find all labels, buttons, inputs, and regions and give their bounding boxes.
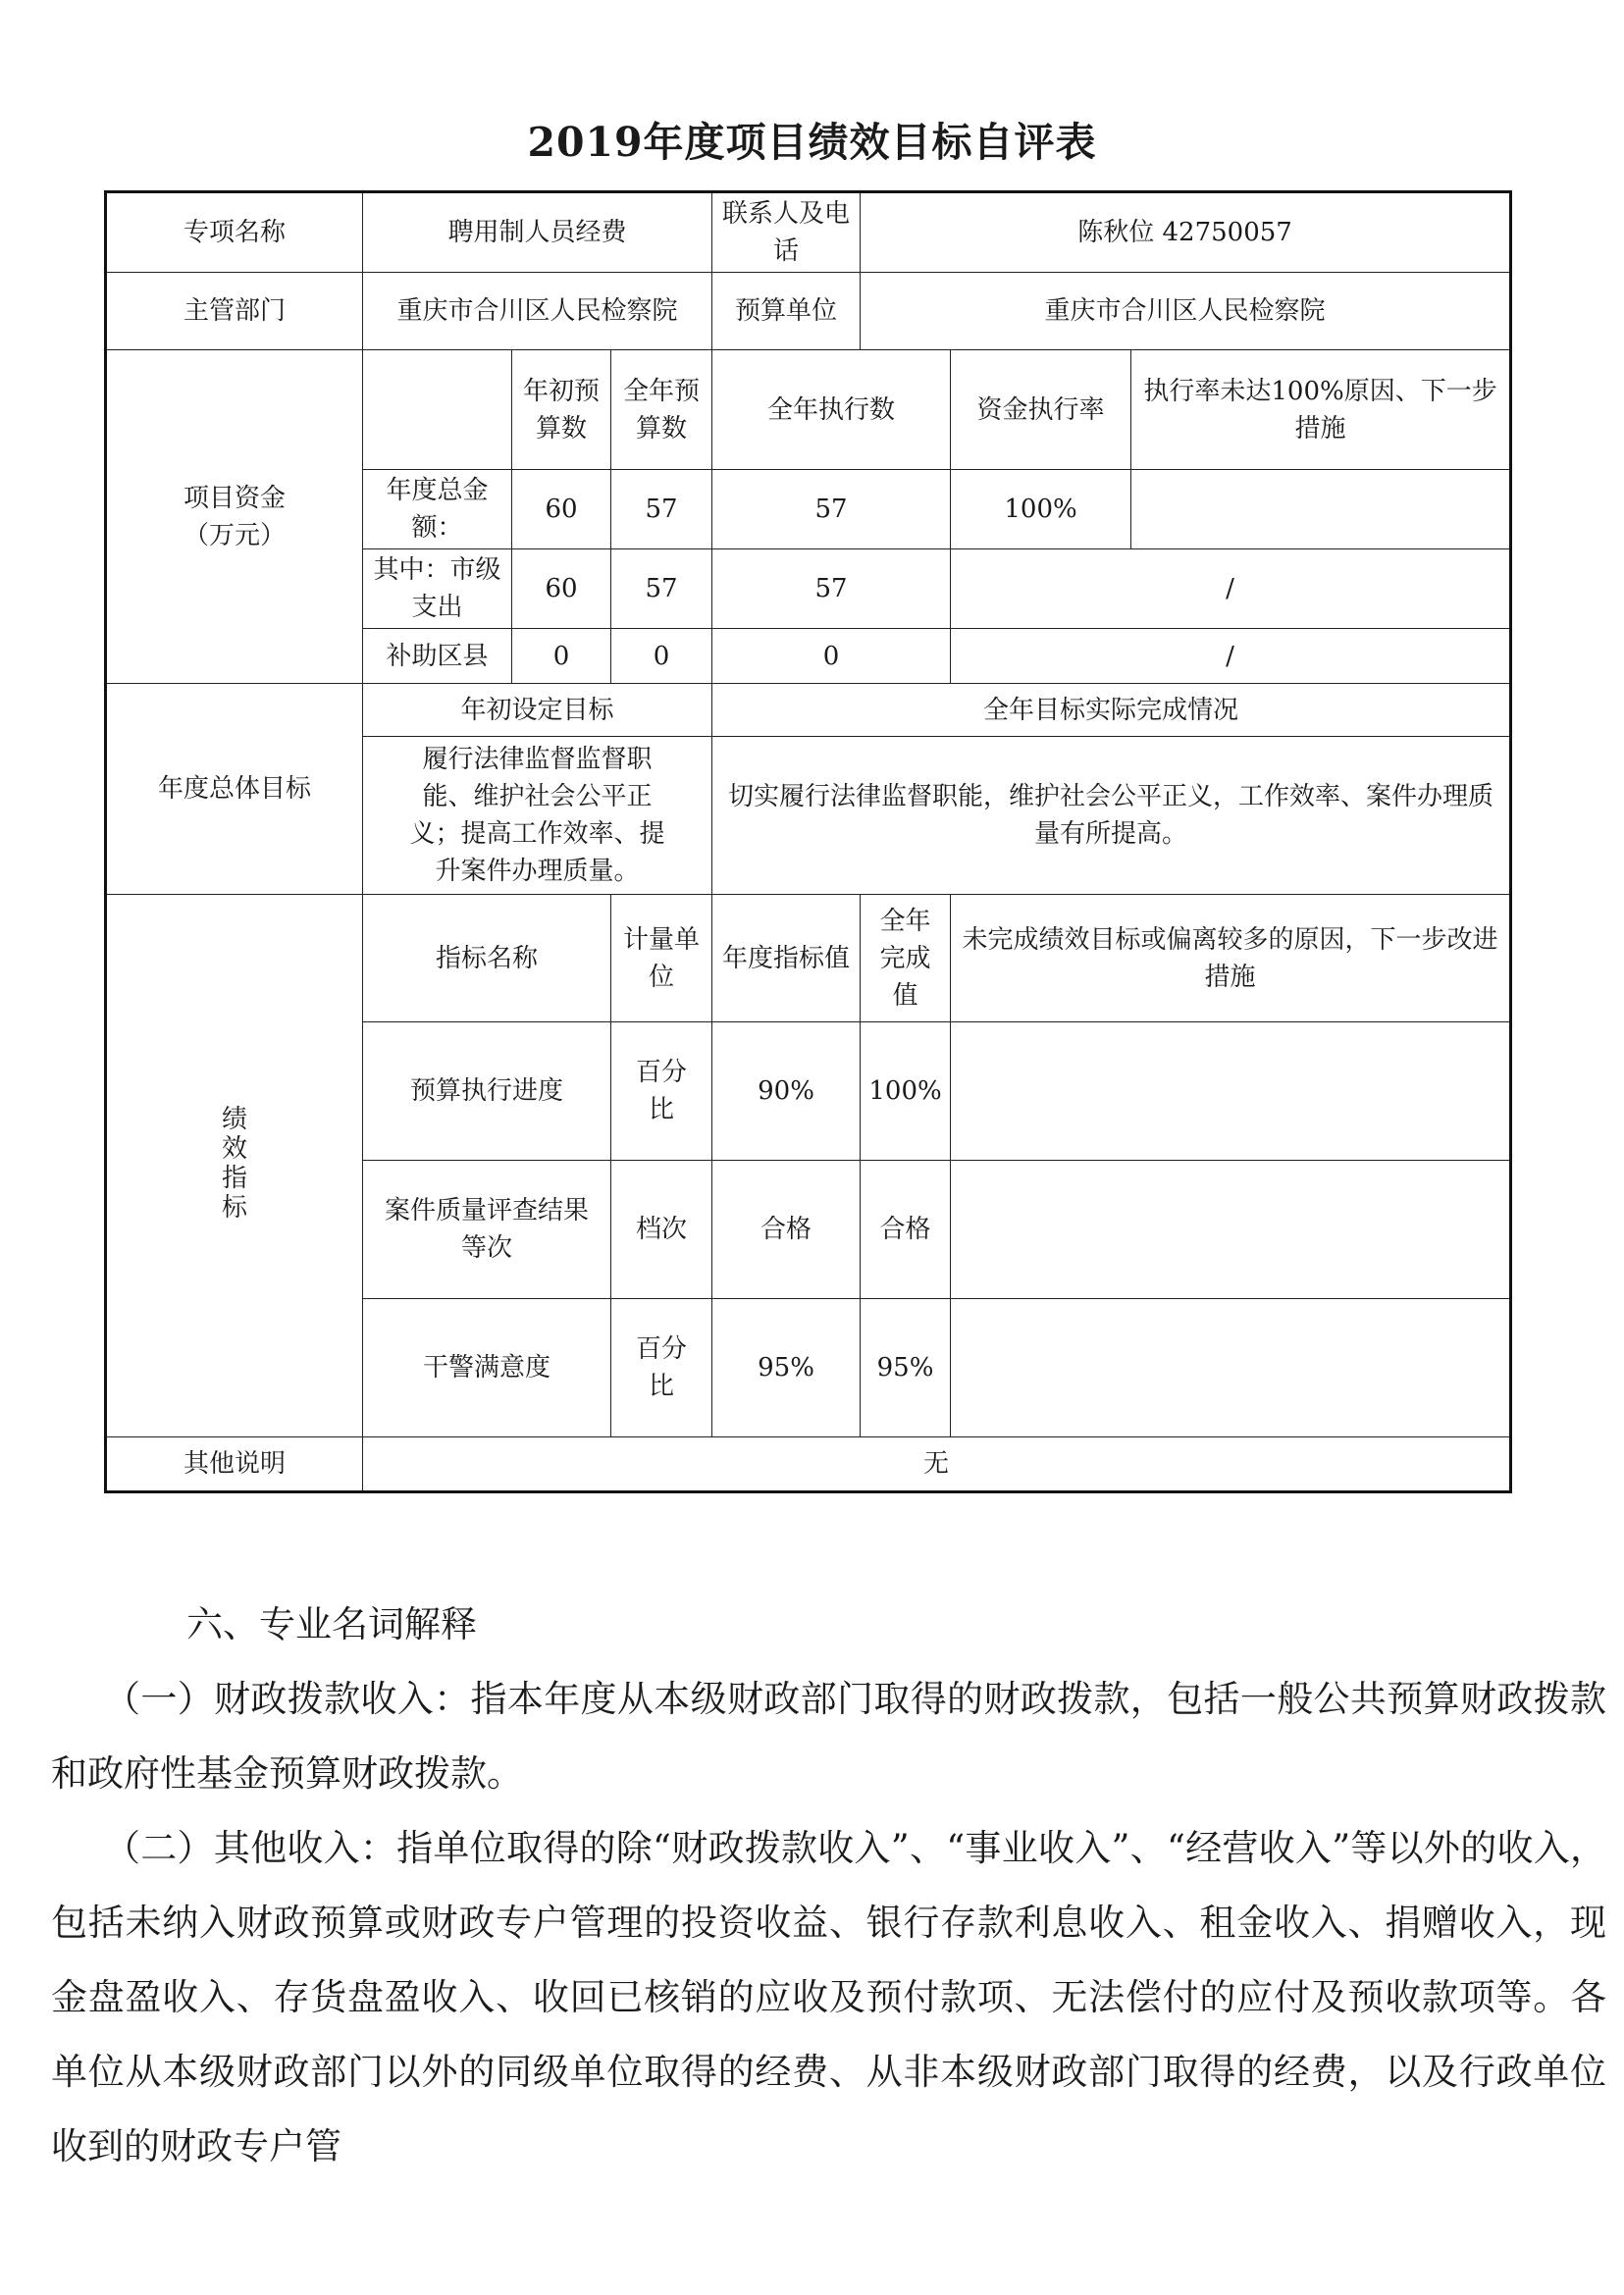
indicator-reason bbox=[951, 1022, 1511, 1161]
paragraph-2: （二）其他收入：指单位取得的除“财政拨款收入”、“事业收入”、“经营收入”等以外的收入，包括未纳入财政预算或财政专户管理的投资收益、银行存款利息收入、租金收入、捐赠收入，现金盘盈收入、存货盘盈收入、收回已核销的应收及预付款项、无法偿付的应付及预收款项等。各单位从本级财政部门以外的同级单位取得的经费、从非本级财政部门取得的经费，以及行政单位收到的财政专户管 bbox=[51, 1827, 1606, 2167]
header-annual-budget: 全年预算数 bbox=[611, 350, 712, 470]
contact-label: 联系人及电话 bbox=[712, 192, 861, 273]
funds-executed: 57 bbox=[712, 470, 951, 549]
indicator-done: 95% bbox=[861, 1299, 951, 1437]
funds-annual: 0 bbox=[611, 629, 712, 684]
funds-row-name: 年度总金额： bbox=[363, 470, 512, 549]
ind-header-reason: 未完成绩效目标或偏离较多的原因，下一步改进措施 bbox=[951, 895, 1511, 1022]
ind-header-done: 全年完成值 bbox=[861, 895, 951, 1022]
funds-initial: 60 bbox=[512, 549, 611, 629]
indicator-name: 干警满意度 bbox=[363, 1299, 611, 1437]
indicators-label: 绩效指标 bbox=[106, 895, 363, 1437]
indicator-reason bbox=[951, 1299, 1511, 1437]
goals-header-row bbox=[106, 684, 1511, 737]
indicator-target: 95% bbox=[712, 1299, 861, 1437]
paragraph-1: （一）财政拨款收入：指本年度从本级财政部门取得的财政拨款，包括一般公共预算财政拨款和政府性基金预算财政拨款。 bbox=[51, 1678, 1606, 1795]
department-value: 重庆市合川区人民检察院 bbox=[363, 273, 712, 350]
goals-actual-text: 切实履行法律监督职能，维护社会公平正义，工作效率、案件办理质量有所提高。 bbox=[712, 737, 1511, 895]
funds-row-name: 其中：市级支出 bbox=[363, 549, 512, 629]
project-name-row bbox=[106, 192, 1511, 273]
ind-header-unit: 计量单位 bbox=[611, 895, 712, 1022]
indicator-name: 预算执行进度 bbox=[363, 1022, 611, 1161]
indicator-unit: 百分比 bbox=[611, 1299, 712, 1437]
contact-value: 陈秋位 42750057 bbox=[861, 192, 1511, 273]
funds-header-row bbox=[106, 350, 1511, 470]
funds-initial: 60 bbox=[512, 470, 611, 549]
page-title: 2019年度项目绩效目标自评表 bbox=[527, 119, 1097, 166]
indicator-unit: 档次 bbox=[611, 1161, 712, 1299]
funds-rate: 100% bbox=[951, 470, 1131, 549]
indicator-unit: 百分比 bbox=[611, 1022, 712, 1161]
ind-header-name: 指标名称 bbox=[363, 895, 611, 1022]
budget-unit-label: 预算单位 bbox=[712, 273, 861, 350]
indicators-header-row bbox=[106, 895, 1511, 1022]
department-label: 主管部门 bbox=[106, 273, 363, 350]
indicator-target: 合格 bbox=[712, 1161, 861, 1299]
header-initial-budget: 年初预算数 bbox=[512, 350, 611, 470]
other-row bbox=[106, 1437, 1511, 1492]
goals-set-text: 履行法律监督监督职能、维护社会公平正义；提高工作效率、提升案件办理质量。 bbox=[363, 737, 712, 895]
indicator-done: 100% bbox=[861, 1022, 951, 1161]
funds-rate: / bbox=[951, 549, 1511, 629]
budget-unit-value: 重庆市合川区人民检察院 bbox=[861, 273, 1511, 350]
section-heading: 六、专业名词解释 bbox=[186, 1603, 477, 1645]
header-executed: 全年执行数 bbox=[712, 350, 951, 470]
indicator-reason bbox=[951, 1161, 1511, 1299]
funds-executed: 0 bbox=[712, 629, 951, 684]
goals-actual-header: 全年目标实际完成情况 bbox=[712, 684, 1511, 737]
goals-set-header: 年初设定目标 bbox=[363, 684, 712, 737]
funds-annual: 57 bbox=[611, 470, 712, 549]
department-row bbox=[106, 273, 1511, 350]
other-label: 其他说明 bbox=[106, 1437, 363, 1492]
goals-label: 年度总体目标 bbox=[106, 684, 363, 895]
funds-annual: 57 bbox=[611, 549, 712, 629]
funds-corner-cell bbox=[363, 350, 512, 470]
indicator-target: 90% bbox=[712, 1022, 861, 1161]
funds-executed: 57 bbox=[712, 549, 951, 629]
funds-rate: / bbox=[951, 629, 1511, 684]
indicator-done: 合格 bbox=[861, 1161, 951, 1299]
ind-header-target: 年度指标值 bbox=[712, 895, 861, 1022]
funds-initial: 0 bbox=[512, 629, 611, 684]
header-execution-rate: 资金执行率 bbox=[951, 350, 1131, 470]
self-evaluation-table bbox=[104, 190, 1512, 1493]
project-name-label: 专项名称 bbox=[106, 192, 363, 273]
other-value: 无 bbox=[363, 1437, 1511, 1492]
funds-row-name: 补助区县 bbox=[363, 629, 512, 684]
funds-label: 项目资金（万元） bbox=[106, 350, 363, 684]
funds-reason bbox=[1131, 470, 1511, 549]
project-name-value: 聘用制人员经费 bbox=[363, 192, 712, 273]
indicator-name: 案件质量评查结果等次 bbox=[363, 1161, 611, 1299]
header-rate-reason: 执行率未达100%原因、下一步措施 bbox=[1131, 350, 1511, 470]
